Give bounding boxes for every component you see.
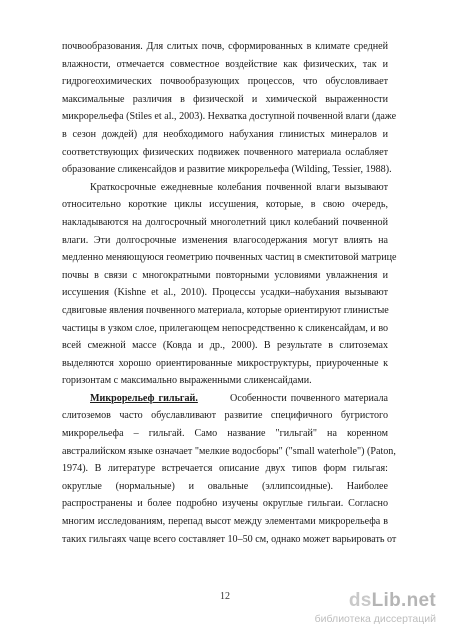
text-line: почвообразования. Для слитых почв, сформированных в климате средней — [62, 41, 388, 52]
heading-line-rest: Особенности почвенного материала — [230, 392, 388, 404]
watermark — [308, 590, 440, 630]
text-line: 1974). В литературе встречается описание двух типов форм гильгая: — [62, 463, 388, 475]
text-line: распространены и более подробно изучены округлые гильгаи. Согласно — [62, 498, 388, 510]
text-line: медленно меняющуюся геометрию почвенных частиц в смектитовой матрице — [62, 252, 397, 264]
text-line: австралийском языке означает "мелкие водосборы" ("small waterhole") (Paton, — [62, 445, 396, 457]
text-line: иссушения (Kishne et al., 2010). Процессы усадки–набухания вызывают — [62, 287, 388, 299]
text-line: в сезон дождей) для необходимого набухания глинистых минералов и — [62, 128, 388, 140]
text-line: слитоземов часто обуславливают развитие специфичного бугристого — [62, 410, 388, 422]
text-line: многим исследованиям, перепад высот между элементами микрорельефа в — [62, 516, 388, 528]
watermark-logo-part1: ds — [348, 590, 372, 611]
text-line: горизонтам с максимально выраженными сликенсайдами. — [62, 375, 312, 387]
page-number: 12 — [220, 591, 230, 602]
text-line: округлые (нормальные) и овальные (эллипсоидные). Наиболее — [62, 480, 388, 492]
section-heading: Микрорельеф гильгай. — [90, 392, 198, 404]
text-line: соответствующих физических подвижек почвенного материала ослабляет — [62, 146, 388, 158]
text-line: Краткосрочные ежедневные колебания почвенной влаги вызывают — [90, 181, 388, 193]
text-line: почвы в связи с многократными повторными условиями увлажнения и — [62, 269, 388, 281]
text-line: максимальные различия в физической и химической выраженности — [62, 93, 388, 105]
text-line — [62, 390, 388, 408]
watermark-logo-part2: Lib.net — [371, 590, 436, 611]
text-line: накладываются на долгосрочный многолетний цикл колебаний почвенной — [62, 216, 388, 228]
text-line: выделяются хорошо ориентированные микроструктуры, приуроченные к — [62, 357, 388, 369]
text-line: всей смежной массе (Ковда и др., 2000). В результате в слитоземах — [62, 340, 388, 352]
text-line: микрорельефа – гильгай. Само название "гильгай" на коренном — [62, 428, 388, 440]
body-text — [62, 38, 397, 548]
watermark-subtitle: библиотека диссертаций — [314, 613, 436, 625]
paragraph-2 — [62, 179, 397, 390]
text-line: микрорельефа (Stiles et al., 2003). Нехватка доступной почвенной влаги (даже — [62, 111, 397, 123]
paragraph-3 — [62, 390, 397, 548]
text-line: гидрогеохимических почвообразующих процессов, что обусловливает — [62, 76, 388, 88]
text-line: образование сликенсайдов и развитие микрорельефа (Wilding, Tessier, 1988). — [62, 164, 392, 176]
paragraph-1 — [62, 38, 397, 179]
watermark-logo — [349, 590, 436, 612]
text-line: частицы в узком слое, прилегающем непосредственно к сликенсайдам, и во — [62, 322, 389, 334]
text-line: относительно короткие циклы иссушения, которые, в свою очередь, — [62, 199, 388, 211]
text-line: влажности, отмечается совместное воздействие как физических, так и — [62, 58, 388, 70]
text-line: влаги. Эти долгосрочные изменения влагосодержания могут влиять на — [62, 234, 388, 246]
text-line: таких гильгаях чаще всего составляет 10–50 см, однако может варьировать от — [62, 533, 397, 545]
text-line: сдвиговые явления почвенного материала, которые ориентируют глинистые — [62, 304, 389, 316]
